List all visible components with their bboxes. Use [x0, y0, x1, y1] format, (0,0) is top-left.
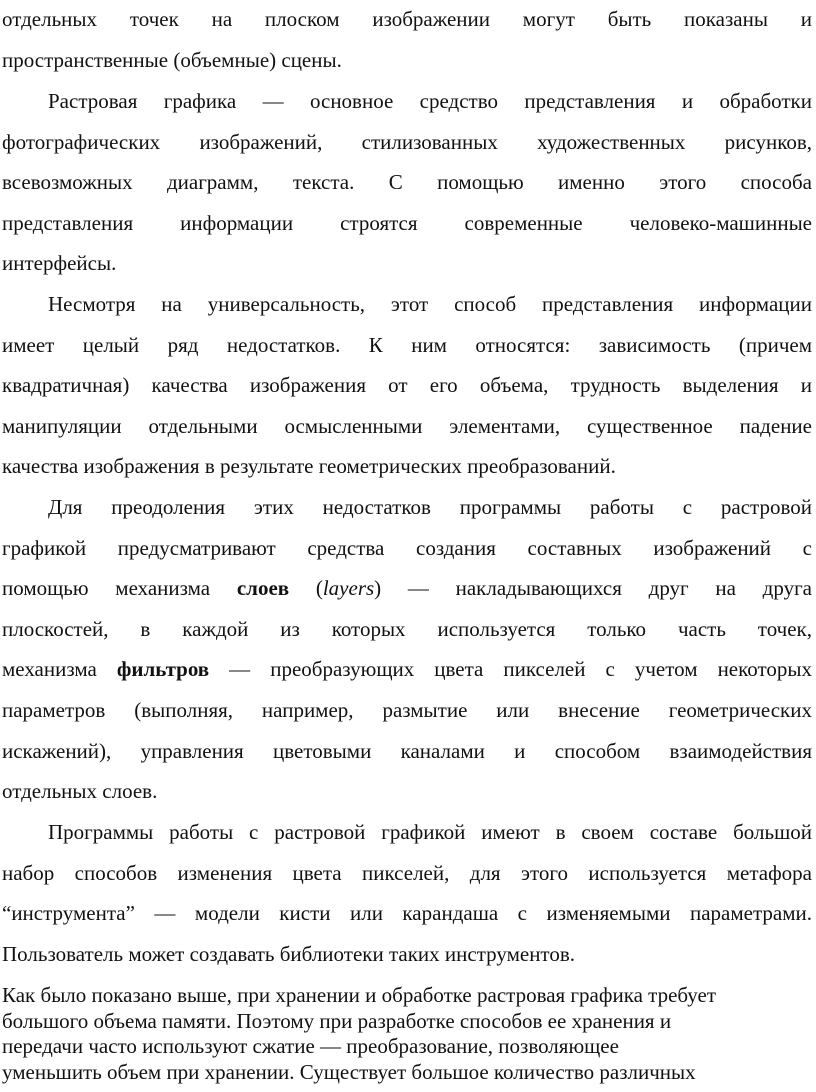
text-line — [2, 649, 812, 690]
text-line: набор способов изменения цвета пикселей, для этого используется метафора — [2, 860, 812, 885]
text-line: отдельных слоев. — [2, 779, 158, 804]
text-line: пространственные (объемные) сцены. — [2, 47, 342, 72]
text-line: представления информации строятся современные человеко-машинные — [2, 210, 812, 235]
paragraph-5 — [2, 812, 812, 974]
text-line: Для преодоления этих недостатков программы работы с растровой — [48, 495, 812, 519]
paragraph-1 — [2, 0, 812, 80]
text-run: ( — [289, 576, 323, 601]
text-line: искажений), управления цветовыми каналами и способом взаимодействия — [2, 738, 812, 763]
text-line: большого объема памяти. Поэтому при разработке способов ее хранения и — [2, 1008, 672, 1033]
text-line: Растровая графика — основное средство представления и обработки — [48, 89, 812, 113]
text-line: передачи часто используют сжатие — преобразование, позволяющее — [2, 1034, 619, 1059]
text-line: всевозможных диаграмм, текста. С помощью именно этого способа — [2, 170, 812, 195]
text-line: Пользователь может создавать библиотеки таких инструментов. — [2, 941, 575, 966]
text-line: фотографических изображений, стилизованных художественных рисунков, — [2, 129, 812, 154]
text-line: “инструмента” — модели кисти или карандаша с изменяемыми параметрами. — [2, 901, 812, 926]
text-line: параметров (выполняя, например, размытие или внесение геометрических — [2, 697, 812, 722]
text-line: Программы работы с растровой графикой имеют в своем составе большой — [48, 820, 812, 844]
text-line: отдельных точек на плоском изображении могут быть показаны и — [2, 7, 812, 31]
text-line: Несмотря на универсальность, этот способ представления информации — [48, 292, 812, 316]
text-line: качества изображения в результате геометрических преобразований. — [2, 454, 616, 479]
text-line: Как было показано выше, при хранении и обработке растровая графика требует — [2, 983, 717, 1007]
text-line: квадратичная) качества изображения от его объема, трудность выделения и — [2, 373, 812, 398]
text-run: ) — накладывающихся друг на друга — [374, 576, 813, 601]
text-run: помощью механизма — [2, 576, 237, 601]
term-layers: слоев — [236, 576, 290, 601]
paragraph-3 — [2, 284, 812, 487]
text-line: уменьшить объем при хранении. Существует большое количество различных — [2, 1059, 696, 1084]
text-line: имеет целый ряд недостатков. К ним относятся: зависимость (причем — [2, 332, 812, 357]
text-line — [2, 568, 812, 609]
text-run: — преобразующих цвета пикселей с учетом некоторых — [209, 657, 812, 682]
text-line: графикой предусматривают средства создания составных изображений с — [2, 535, 812, 560]
text-line: интерфейсы. — [2, 251, 117, 276]
paragraph-6 — [2, 983, 812, 1085]
text-line: манипуляции отдельными осмысленными элементами, существенное падение — [2, 413, 812, 438]
text-run: механизма — [2, 657, 117, 682]
text-line: плоскостей, в каждой из которых используется только часть точек, — [2, 616, 812, 641]
paragraph-4 — [2, 487, 812, 812]
paragraph-2 — [2, 81, 812, 284]
term-filters: фильтров — [116, 657, 210, 682]
term-layers-english: layers — [322, 576, 375, 601]
